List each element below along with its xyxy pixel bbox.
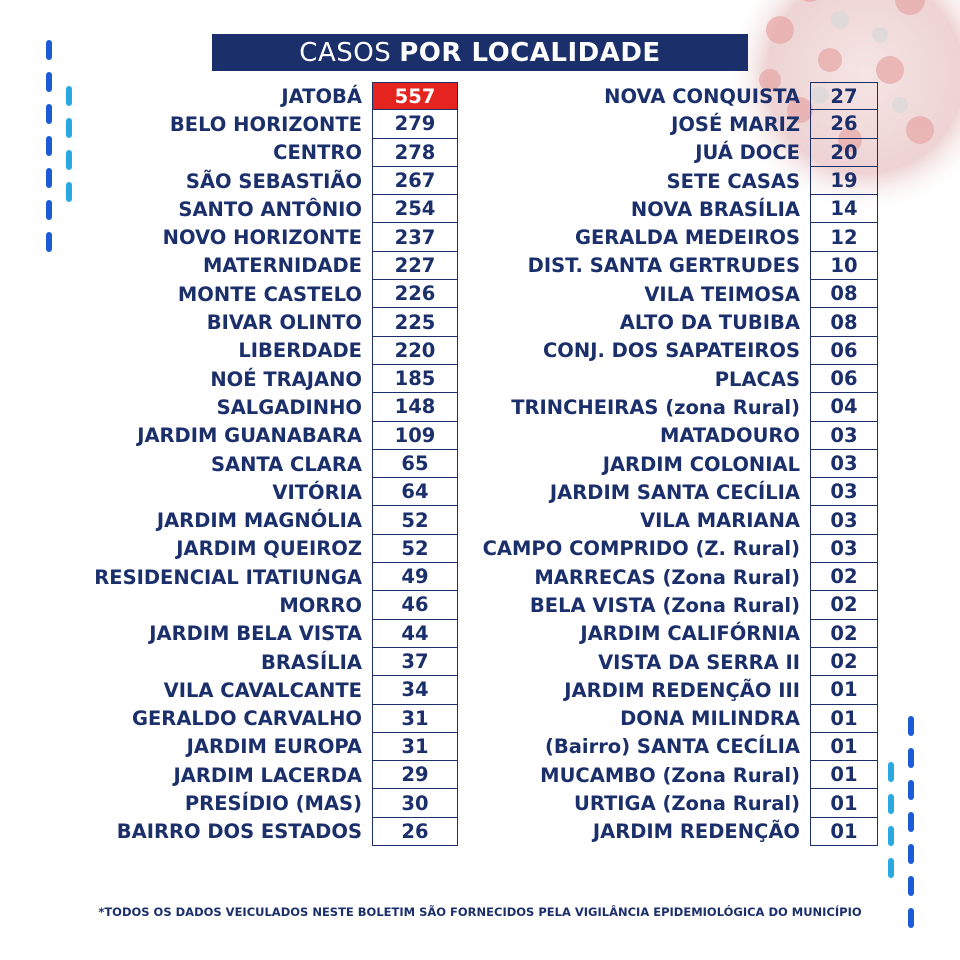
locality-name: (Bairro) SANTA CECÍLIA <box>544 735 800 759</box>
locality-name: MORRO <box>279 593 362 617</box>
table-row <box>0 591 878 619</box>
locality-name: JARDIM REDENÇÃO III <box>564 678 800 702</box>
locality-name: JARDIM CALIFÓRNIA <box>580 622 800 646</box>
locality-name: ALTO DA TUBIBA <box>619 311 800 335</box>
case-count: 01 <box>810 818 878 846</box>
locality-name: BELA VISTA (Zona Rural) <box>529 593 800 617</box>
locality-name: JARDIM BELA VISTA <box>149 622 362 646</box>
case-count: 01 <box>810 789 878 817</box>
case-count: 27 <box>810 82 878 110</box>
locality-name: NOVA CONQUISTA <box>604 84 800 108</box>
table-row <box>0 167 878 195</box>
locality-name: VILA TEIMOSA <box>644 282 800 306</box>
locality-name: NOVO HORIZONTE <box>162 226 362 250</box>
locality-name: JARDIM LACERDA <box>173 763 362 787</box>
table-row <box>0 393 878 421</box>
table-row <box>0 223 878 251</box>
title-bold: POR LOCALIDADE <box>399 37 661 68</box>
locality-name: BRASÍLIA <box>260 650 362 674</box>
table-row <box>0 478 878 506</box>
case-count: 29 <box>372 761 458 789</box>
table-row <box>0 110 878 138</box>
case-count: 148 <box>372 393 458 421</box>
locality-name: BAIRRO DOS ESTADOS <box>116 820 362 844</box>
case-count: 01 <box>810 676 878 704</box>
locality-name: TRINCHEIRAS (zona Rural) <box>511 395 800 419</box>
case-count: 03 <box>810 506 878 534</box>
case-count: 02 <box>810 563 878 591</box>
table-row <box>0 818 878 846</box>
case-count: 237 <box>372 223 458 251</box>
table-row <box>0 761 878 789</box>
locality-name: JARDIM GUANABARA <box>137 424 362 448</box>
locality-name: DIST. SANTA GERTRUDES <box>527 254 800 278</box>
table-row <box>0 676 878 704</box>
case-count: 08 <box>810 308 878 336</box>
table-row <box>0 139 878 167</box>
locality-name: MATERNIDADE <box>203 254 362 278</box>
locality-name: BIVAR OLINTO <box>206 311 362 335</box>
locality-name: JARDIM SANTA CECÍLIA <box>549 480 800 504</box>
table-row <box>0 450 878 478</box>
table-row <box>0 535 878 563</box>
locality-name: JARDIM EUROPA <box>186 735 362 759</box>
case-count: 254 <box>372 195 458 223</box>
case-count: 14 <box>810 195 878 223</box>
locality-name: JARDIM COLONIAL <box>602 452 800 476</box>
table-row <box>0 82 878 110</box>
locality-name: RESIDENCIAL ITATIUNGA <box>94 565 362 589</box>
right-cases-table <box>0 82 878 846</box>
case-count: 227 <box>372 252 458 280</box>
table-row <box>0 195 878 223</box>
locality-name: JARDIM REDENÇÃO <box>592 820 800 844</box>
table-row <box>0 252 878 280</box>
locality-name: SETE CASAS <box>666 169 800 193</box>
locality-name: URTIGA (Zona Rural) <box>574 792 800 816</box>
locality-name: MONTE CASTELO <box>177 282 362 306</box>
locality-name: MARRECAS (Zona Rural) <box>534 565 800 589</box>
locality-name: JATOBÁ <box>281 84 362 108</box>
locality-name: GERALDA MEDEIROS <box>574 226 800 250</box>
table-row <box>0 648 878 676</box>
locality-name: LIBERDADE <box>238 339 362 363</box>
case-count: 109 <box>372 422 458 450</box>
locality-name: VILA CAVALCANTE <box>163 678 362 702</box>
locality-name: PLACAS <box>714 367 800 391</box>
table-row <box>0 308 878 336</box>
case-count: 02 <box>810 591 878 619</box>
case-count: 185 <box>372 365 458 393</box>
case-count: 04 <box>810 393 878 421</box>
case-count: 30 <box>372 789 458 817</box>
case-count: 06 <box>810 365 878 393</box>
table-row <box>0 789 878 817</box>
case-count: 52 <box>372 506 458 534</box>
case-count: 26 <box>810 110 878 138</box>
locality-name: MUCAMBO (Zona Rural) <box>540 763 800 787</box>
case-count: 19 <box>810 167 878 195</box>
table-row <box>0 337 878 365</box>
locality-name: VITÓRIA <box>272 480 362 504</box>
case-count: 279 <box>372 110 458 138</box>
case-count: 12 <box>810 223 878 251</box>
case-count: 220 <box>372 337 458 365</box>
case-count: 03 <box>810 450 878 478</box>
case-count: 49 <box>372 563 458 591</box>
table-row <box>0 280 878 308</box>
table-row <box>0 365 878 393</box>
case-count: 226 <box>372 280 458 308</box>
case-count: 44 <box>372 620 458 648</box>
locality-name: CAMPO COMPRIDO (Z. Rural) <box>482 537 800 561</box>
locality-name: NOÉ TRAJANO <box>210 367 362 391</box>
case-count: 31 <box>372 705 458 733</box>
case-count: 37 <box>372 648 458 676</box>
case-count: 08 <box>810 280 878 308</box>
case-count: 03 <box>810 478 878 506</box>
case-count: 34 <box>372 676 458 704</box>
case-count: 03 <box>810 535 878 563</box>
locality-name: SALGADINHO <box>216 395 362 419</box>
table-row <box>0 422 878 450</box>
case-count: 225 <box>372 308 458 336</box>
locality-name: JOSÉ MARIZ <box>671 112 800 136</box>
table-row <box>0 563 878 591</box>
case-count: 278 <box>372 139 458 167</box>
locality-name: MATADOURO <box>659 424 800 448</box>
table-row <box>0 506 878 534</box>
case-count: 01 <box>810 761 878 789</box>
table-row <box>0 620 878 648</box>
locality-name: BELO HORIZONTE <box>169 112 362 136</box>
locality-name: VISTA DA SERRA II <box>598 650 800 674</box>
case-count: 02 <box>810 648 878 676</box>
locality-name: DONA MILINDRA <box>620 707 800 731</box>
case-count: 31 <box>372 733 458 761</box>
locality-name: PRESÍDIO (MAS) <box>184 792 362 816</box>
locality-name: SANTA CLARA <box>210 452 362 476</box>
case-count: 65 <box>372 450 458 478</box>
locality-name: NOVA BRASÍLIA <box>630 197 800 221</box>
case-count: 01 <box>810 705 878 733</box>
title-banner <box>212 34 748 71</box>
case-count: 557 <box>372 82 458 110</box>
locality-name: JARDIM QUEIROZ <box>176 537 362 561</box>
case-count: 46 <box>372 591 458 619</box>
table-row <box>0 733 878 761</box>
case-count: 01 <box>810 733 878 761</box>
case-count: 20 <box>810 139 878 167</box>
locality-name: GERALDO CARVALHO <box>131 707 362 731</box>
case-count: 02 <box>810 620 878 648</box>
locality-name: CONJ. DOS SAPATEIROS <box>543 339 800 363</box>
case-count: 26 <box>372 818 458 846</box>
locality-name: JARDIM MAGNÓLIA <box>156 509 362 533</box>
case-count: 52 <box>372 535 458 563</box>
locality-name: VILA MARIANA <box>640 509 800 533</box>
case-count: 10 <box>810 252 878 280</box>
locality-name: CENTRO <box>273 141 362 165</box>
table-row <box>0 705 878 733</box>
title-light: CASOS <box>299 37 392 68</box>
case-count: 03 <box>810 422 878 450</box>
locality-name: SANTO ANTÔNIO <box>178 197 362 221</box>
case-count: 06 <box>810 337 878 365</box>
locality-name: SÃO SEBASTIÃO <box>185 169 362 193</box>
locality-name: JUÁ DOCE <box>695 141 800 165</box>
footnote: *TODOS OS DADOS VEICULADOS NESTE BOLETIM SÃO FORNECIDOS PELA VIGILÂNCIA EPIDEMIOLÓGICA DO MUNICÍPIO <box>98 905 862 919</box>
case-count: 267 <box>372 167 458 195</box>
case-count: 64 <box>372 478 458 506</box>
